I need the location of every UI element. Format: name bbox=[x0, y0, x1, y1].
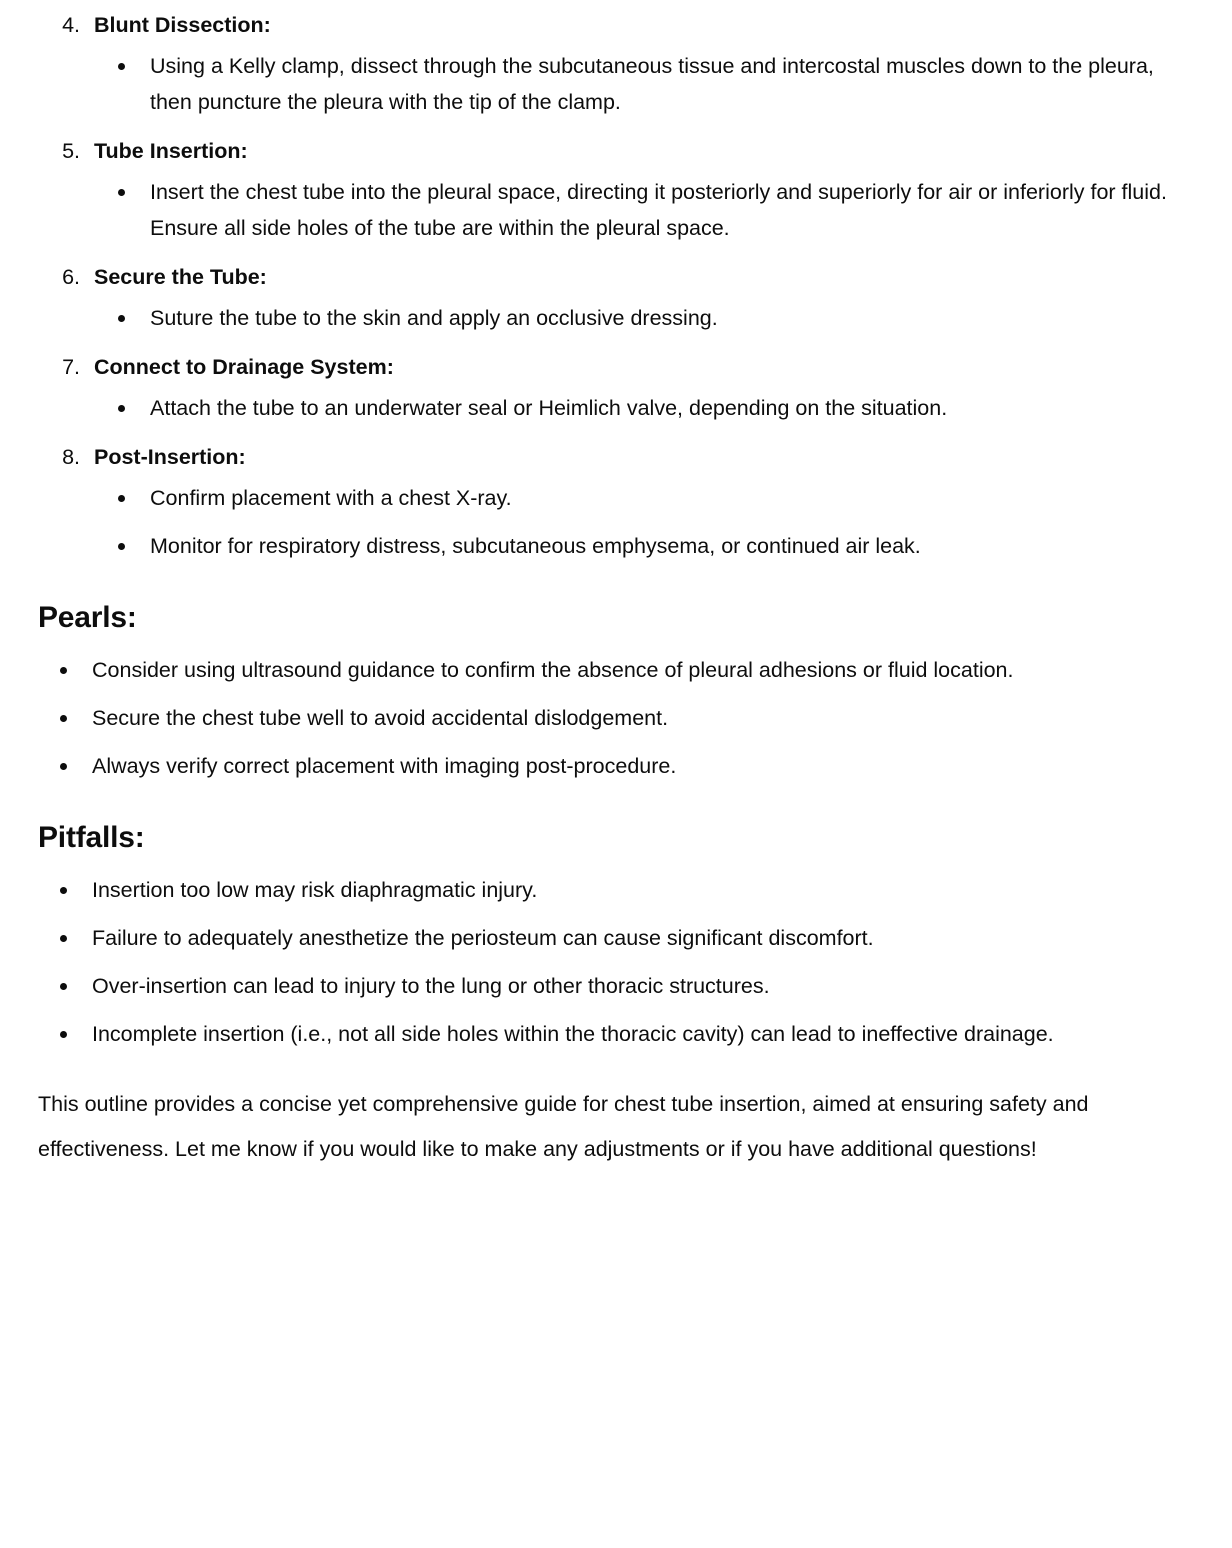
step-number: 5. bbox=[62, 139, 80, 163]
list-item bbox=[38, 440, 1184, 564]
list-item: Attach the tube to an underwater seal or Heimlich valve, depending on the situation. bbox=[94, 390, 1184, 426]
section-heading-pitfalls: Pitfalls: bbox=[38, 821, 145, 854]
list-item: Insertion too low may risk diaphragmatic injury. bbox=[38, 872, 1184, 908]
step-bullets bbox=[94, 480, 1184, 564]
step-title: Connect to Drainage System: bbox=[94, 355, 394, 379]
step-number: 4. bbox=[62, 13, 80, 37]
list-item bbox=[38, 8, 1184, 120]
list-item: Secure the chest tube well to avoid accidental dislodgement. bbox=[38, 700, 1184, 736]
closing-paragraph: This outline provides a concise yet comprehensive guide for chest tube insertion, aimed at ensuring safety and effectiveness. Let me know if you would like to make any adjustments or if you have additional questions! bbox=[38, 1092, 1089, 1161]
pitfalls-list bbox=[38, 872, 1184, 1052]
pearls-section bbox=[38, 598, 1184, 784]
step-title: Blunt Dissection: bbox=[94, 13, 271, 37]
step-number: 8. bbox=[62, 445, 80, 469]
section-heading-pearls: Pearls: bbox=[38, 601, 137, 634]
step-bullets bbox=[94, 390, 1184, 426]
list-item: Consider using ultrasound guidance to confirm the absence of pleural adhesions or fluid location. bbox=[38, 652, 1184, 688]
list-item: Over-insertion can lead to injury to the lung or other thoracic structures. bbox=[38, 968, 1184, 1004]
step-bullets bbox=[94, 174, 1184, 246]
list-item bbox=[38, 260, 1184, 336]
step-bullets bbox=[94, 48, 1184, 120]
list-item: Incomplete insertion (i.e., not all side holes within the thoracic cavity) can lead to ineffective drainage. bbox=[38, 1016, 1184, 1052]
step-bullets bbox=[94, 300, 1184, 336]
pitfalls-section bbox=[38, 818, 1184, 1052]
step-title: Tube Insertion: bbox=[94, 139, 248, 163]
list-item bbox=[38, 350, 1184, 426]
list-item: Using a Kelly clamp, dissect through the subcutaneous tissue and intercostal muscles down to the pleura, then puncture the pleura with the tip of the clamp. bbox=[94, 48, 1184, 120]
list-item: Failure to adequately anesthetize the periosteum can cause significant discomfort. bbox=[38, 920, 1184, 956]
step-title: Post-Insertion: bbox=[94, 445, 246, 469]
step-number: 6. bbox=[62, 265, 80, 289]
step-title: Secure the Tube: bbox=[94, 265, 267, 289]
step-number: 7. bbox=[62, 355, 80, 379]
list-item: Confirm placement with a chest X-ray. bbox=[94, 480, 1184, 516]
pearls-list bbox=[38, 652, 1184, 784]
list-item bbox=[38, 134, 1184, 246]
list-item: Insert the chest tube into the pleural space, directing it posteriorly and superiorly for air or inferiorly for fluid. Ensure all side holes of the tube are within the pleural space. bbox=[94, 174, 1184, 246]
procedure-steps-list bbox=[38, 8, 1184, 564]
list-item: Monitor for respiratory distress, subcutaneous emphysema, or continued air leak. bbox=[94, 528, 1184, 564]
list-item: Suture the tube to the skin and apply an occlusive dressing. bbox=[94, 300, 1184, 336]
list-item: Always verify correct placement with imaging post-procedure. bbox=[38, 748, 1184, 784]
